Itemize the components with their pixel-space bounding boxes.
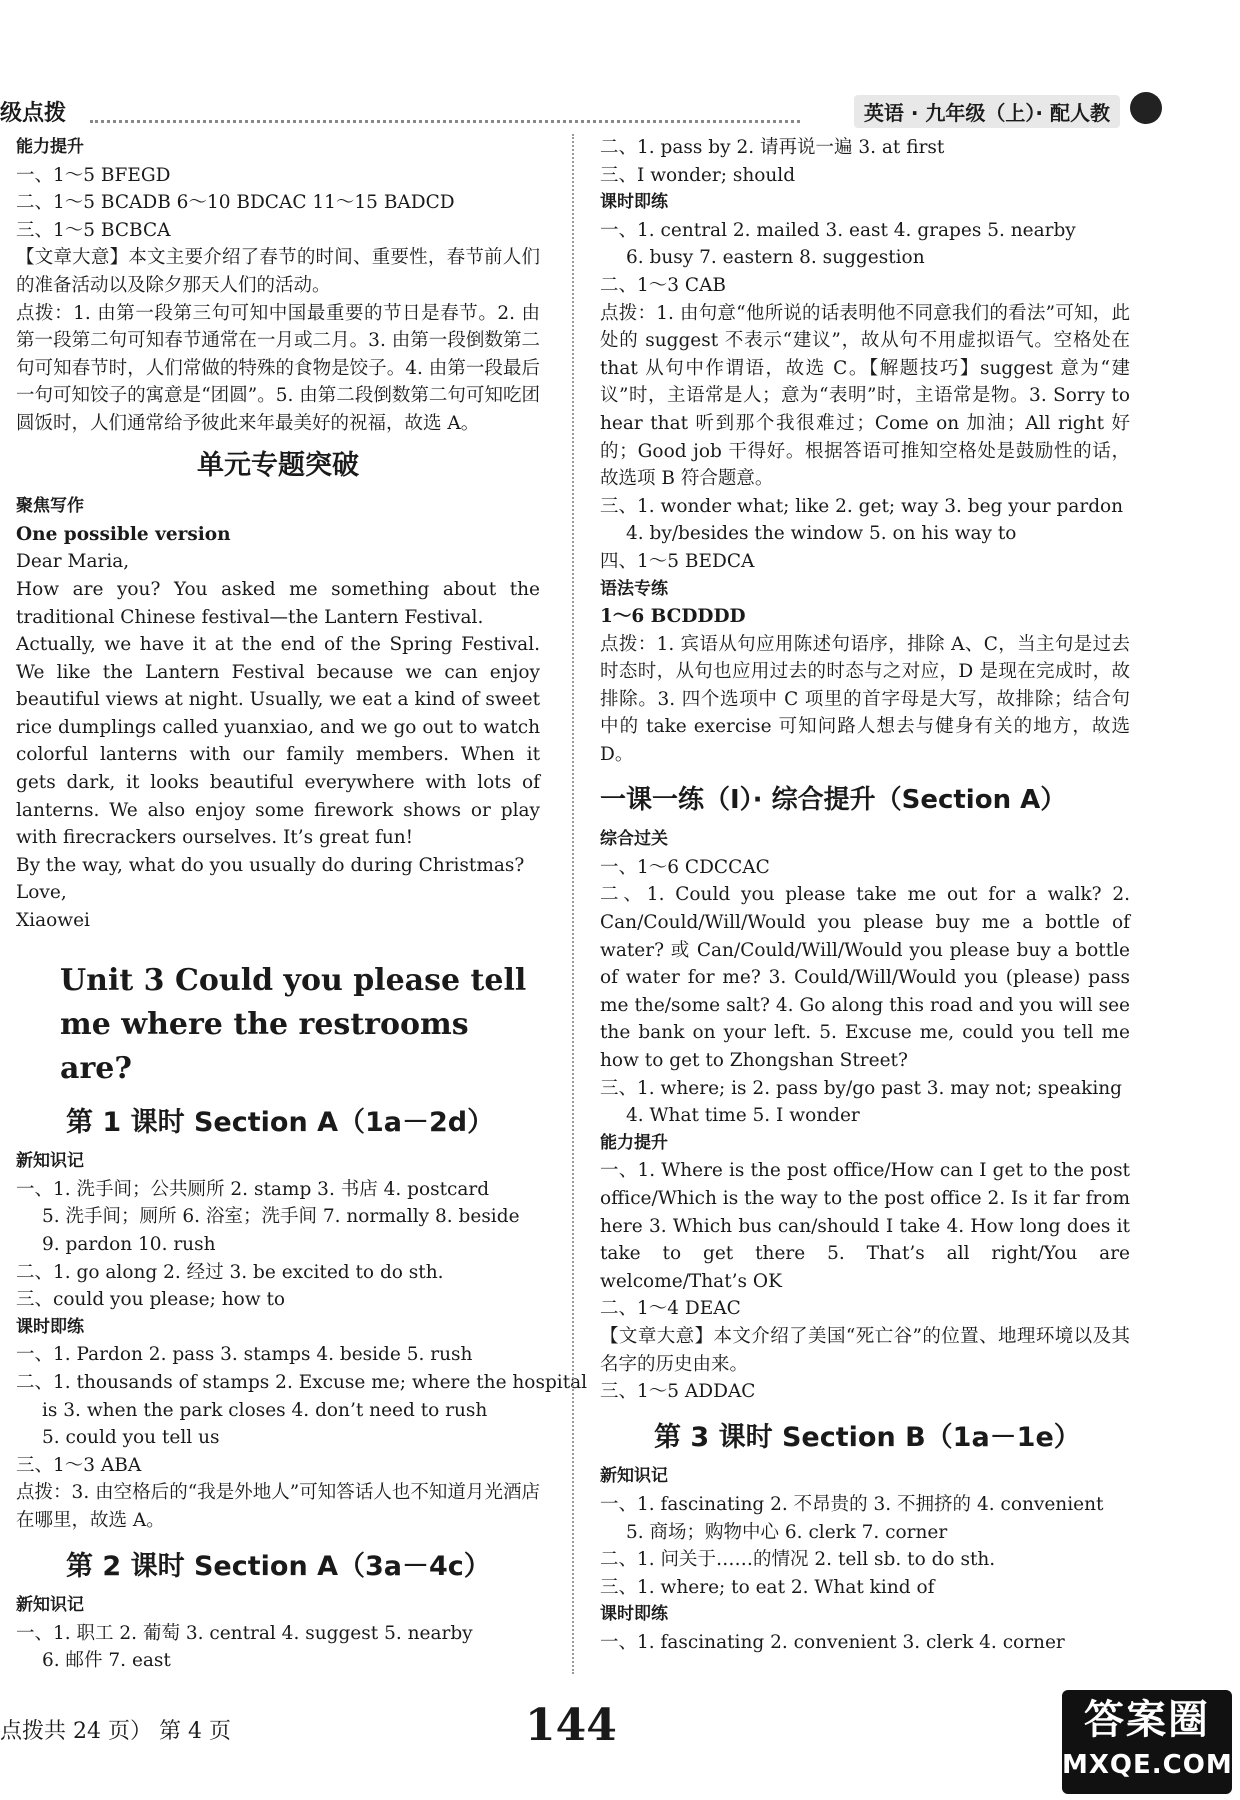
answer-line: 二、1～3 CAB bbox=[600, 274, 727, 296]
answer-line: 5. 商场；购物中心 6. clerk 7. corner bbox=[626, 1521, 948, 1543]
answer-paragraph: 【文章大意】本文介绍了美国“死亡谷”的位置、地理环境以及其名字的历史由来。 bbox=[600, 1325, 1130, 1375]
answer-line: 9. pardon 10. rush bbox=[42, 1234, 216, 1255]
answer-paragraph: 二、1. Could you please take me out for a walk? 2. Can/Could/Will/Would you please buy me a bottle of water? 或 Can/Could/Will/Would you please buy a bottle of water for me? 3. Could/Will/Would you (please) pass me the/some salt? 4. Go along this road and you will see the bank on your left. 5. Excuse me, could you tell me how to get to Zhongshan Street? bbox=[600, 884, 1130, 1071]
watermark-title: 答案圈 bbox=[1084, 1697, 1210, 1743]
answer-line: 一、1. fascinating 2. 不昂贵的 3. 不拥挤的 4. convenient bbox=[600, 1493, 1104, 1515]
section-label: 课时即练 bbox=[600, 1604, 668, 1625]
answer-line: 二、1. thousands of stamps 2. Excuse me; where the hospital bbox=[16, 1371, 588, 1393]
left-answer-column bbox=[16, 134, 588, 1675]
answer-line: 一、1～6 CDCCAC bbox=[600, 856, 770, 878]
section-label: 聚焦写作 bbox=[16, 496, 84, 517]
column-divider bbox=[572, 134, 574, 1674]
answer-line: is 3. when the park closes 4. don’t need to rush bbox=[42, 1399, 488, 1421]
answer-line: 三、1～5 BCBCA bbox=[16, 219, 171, 241]
answer-line: 四、1～5 BEDCA bbox=[600, 550, 755, 572]
footer-page-info: 点拨共 24 页） 第 4 页 bbox=[0, 1719, 231, 1744]
section-label: 新知识记 bbox=[600, 1466, 668, 1487]
answer-line: 三、1. where; to eat 2. What kind of bbox=[600, 1576, 935, 1598]
header-left-text: 级点拨 bbox=[0, 101, 67, 126]
answer-paragraph: 点拨：1. 由第一段第三句可知中国最重要的节日是春节。2. 由第一段第二句可知春节通常在一月或二月。3. 由第一段倒数第二句可知春节时，人们常做的特殊的食物是饺子。4. 由第一段最后一句可知饺子的寓意是“团圆”。5. 由第二段倒数第二句可知吃团圆饭时，人们通常给予彼此来年最美好的祝福，故选 A。 bbox=[16, 302, 540, 434]
lesson-heading: 一课一练（Ⅰ）· 综合提升（Section A） bbox=[600, 784, 1067, 815]
answer-line: 6. 邮件 7. east bbox=[42, 1650, 171, 1672]
answer-line: 4. What time 5. I wonder bbox=[626, 1105, 860, 1127]
answer-line: 4. by/besides the window 5. on his way to bbox=[626, 523, 1017, 545]
brand-logo-icon bbox=[1130, 92, 1162, 124]
section-label: 能力提升 bbox=[600, 1132, 668, 1153]
answer-line: 二、1～4 DEAC bbox=[600, 1298, 741, 1320]
answer-line: 1～6 BCDDDD bbox=[600, 606, 746, 628]
answer-paragraph: 点拨：1. 宾语从句应用陈述句语序，排除 A、C，当主句是过去时态时，从句也应用过去的时态与之对应，D 是现在完成时，故排除。3. 四个选项中 C 项里的首字母是大写，故排除；结合句中的 take exercise 可知问路人想去与健身有关的地方，故选 D。 bbox=[600, 633, 1130, 766]
answer-line: Xiaowei bbox=[16, 910, 90, 932]
watermark-url: MXQE.COM bbox=[1062, 1750, 1233, 1780]
answer-line: Dear Maria, bbox=[16, 551, 130, 573]
answer-line: 三、1. where; is 2. pass by/go past 3. may not; speaking bbox=[600, 1077, 1123, 1099]
section-label: 新知识记 bbox=[16, 1595, 84, 1616]
answer-paragraph: How are you? You asked me something about the traditional Chinese festival—the Lantern Festival. bbox=[16, 578, 540, 628]
page-number: 144 bbox=[525, 1700, 617, 1751]
header-book-title: 英语 · 九年级（上）· 配人教 bbox=[854, 95, 1120, 128]
answer-line: 二、1～5 BCADB 6～10 BDCAC 11～15 BADCD bbox=[16, 192, 455, 214]
answer-line: 三、I wonder; should bbox=[600, 164, 796, 186]
answer-line: 三、1～5 ADDAC bbox=[600, 1381, 756, 1403]
section-label: 能力提升 bbox=[16, 137, 84, 157]
section-heading: 单元专题突破 bbox=[197, 449, 359, 481]
answer-paragraph: 点拨：3. 由空格后的“我是外地人”可知答话人也不知道月光酒店在哪里，故选 A。 bbox=[16, 1482, 540, 1531]
answer-line: 二、1. go along 2. 经过 3. be excited to do sth. bbox=[16, 1261, 444, 1283]
site-watermark bbox=[1062, 1690, 1232, 1794]
answer-paragraph: 点拨：1. 由句意“他所说的话表明他不同意我们的看法”可知，此处的 suggest 不表示“建议”，故从句不用虚拟语气。空格处在 that 从句中作谓语，故选 C。【解题技巧】suggest 意为“建议”时，主语常是人；意为“表明”时，主语常是物。3. Sorry to hear that 听到那个我很难过；Come on 加油；All right 好的；Good job 干得好。根据答语可推知空格处是鼓励性的话，故选项 B 符合题意。 bbox=[600, 302, 1130, 490]
section-label: 新知识记 bbox=[16, 1151, 84, 1172]
answer-line: 一、1. central 2. mailed 3. east 4. grapes 5. nearby bbox=[600, 219, 1076, 241]
answer-line: By the way, what do you usually do during Christmas? bbox=[16, 854, 525, 876]
answer-line: Love, bbox=[16, 882, 67, 904]
answer-paragraph: 一、1. Where is the post office/How can I get to the post office/Which is the way to the post office 2. Is it far from here 3. Which bus can/should I take 4. How long does it take to get there 5. That’s all right/You are welcome/That’s OK bbox=[600, 1160, 1130, 1292]
answer-line: 三、1. wonder what; like 2. get; way 3. beg your pardon bbox=[600, 495, 1124, 517]
lesson-heading: 第 1 课时 Section A（1a－2d） bbox=[66, 1106, 495, 1138]
section-label: 语法专练 bbox=[600, 578, 668, 599]
answer-line: 一、1. fascinating 2. convenient 3. clerk 4. corner bbox=[600, 1631, 1065, 1653]
answer-line: 三、could you please; how to bbox=[16, 1289, 286, 1311]
answer-line: 一、1. 职工 2. 葡萄 3. central 4. suggest 5. nearby bbox=[16, 1622, 473, 1644]
answer-line: 一、1. 洗手间；公共厕所 2. stamp 3. 书店 4. postcard bbox=[16, 1178, 490, 1200]
right-answer-column bbox=[600, 134, 1130, 1656]
answer-line: 6. busy 7. eastern 8. suggestion bbox=[626, 247, 925, 269]
answer-paragraph: Actually, we have it at the end of the Spring Festival. We like the Lantern Festival because we can enjoy beautiful views at night. Usually, we eat a kind of sweet rice dumplings called yuanxiao, and we go out to watch colorful lanterns with our family members. When it gets dark, it looks beautiful everywhere with lots of lanterns. We also enjoy some firework shows or play with firecrackers ourselves. It’s great fun! bbox=[16, 634, 540, 849]
answer-line: One possible version bbox=[16, 523, 231, 545]
answer-line: 一、1. Pardon 2. pass 3. stamps 4. beside 5. rush bbox=[16, 1344, 473, 1366]
answer-line: 一、1～5 BFEGD bbox=[16, 164, 171, 186]
unit-heading: Unit 3 Could you please tell me where the restrooms are? bbox=[60, 962, 527, 1086]
lesson-heading: 第 2 课时 Section A（3a－4c） bbox=[66, 1550, 491, 1582]
answer-line: 二、1. 问关于……的情况 2. tell sb. to do sth. bbox=[600, 1549, 996, 1571]
answer-line: 5. could you tell us bbox=[42, 1427, 220, 1449]
lesson-heading: 第 3 课时 Section B（1a－1e） bbox=[654, 1421, 1081, 1453]
header-dotted-rule bbox=[90, 120, 800, 123]
answer-line: 三、1～3 ABA bbox=[16, 1454, 142, 1476]
answer-line: 二、1. pass by 2. 请再说一遍 3. at first bbox=[600, 137, 945, 158]
section-label: 课时即练 bbox=[16, 1316, 84, 1337]
page-header bbox=[0, 0, 1240, 130]
section-label: 综合过关 bbox=[600, 829, 668, 850]
answer-paragraph: 【文章大意】本文主要介绍了春节的时间、重要性，春节前人们的准备活动以及除夕那天人们的活动。 bbox=[16, 247, 540, 296]
section-label: 课时即练 bbox=[600, 192, 668, 213]
answer-line: 5. 洗手间；厕所 6. 浴室；洗手间 7. normally 8. beside bbox=[42, 1206, 520, 1228]
